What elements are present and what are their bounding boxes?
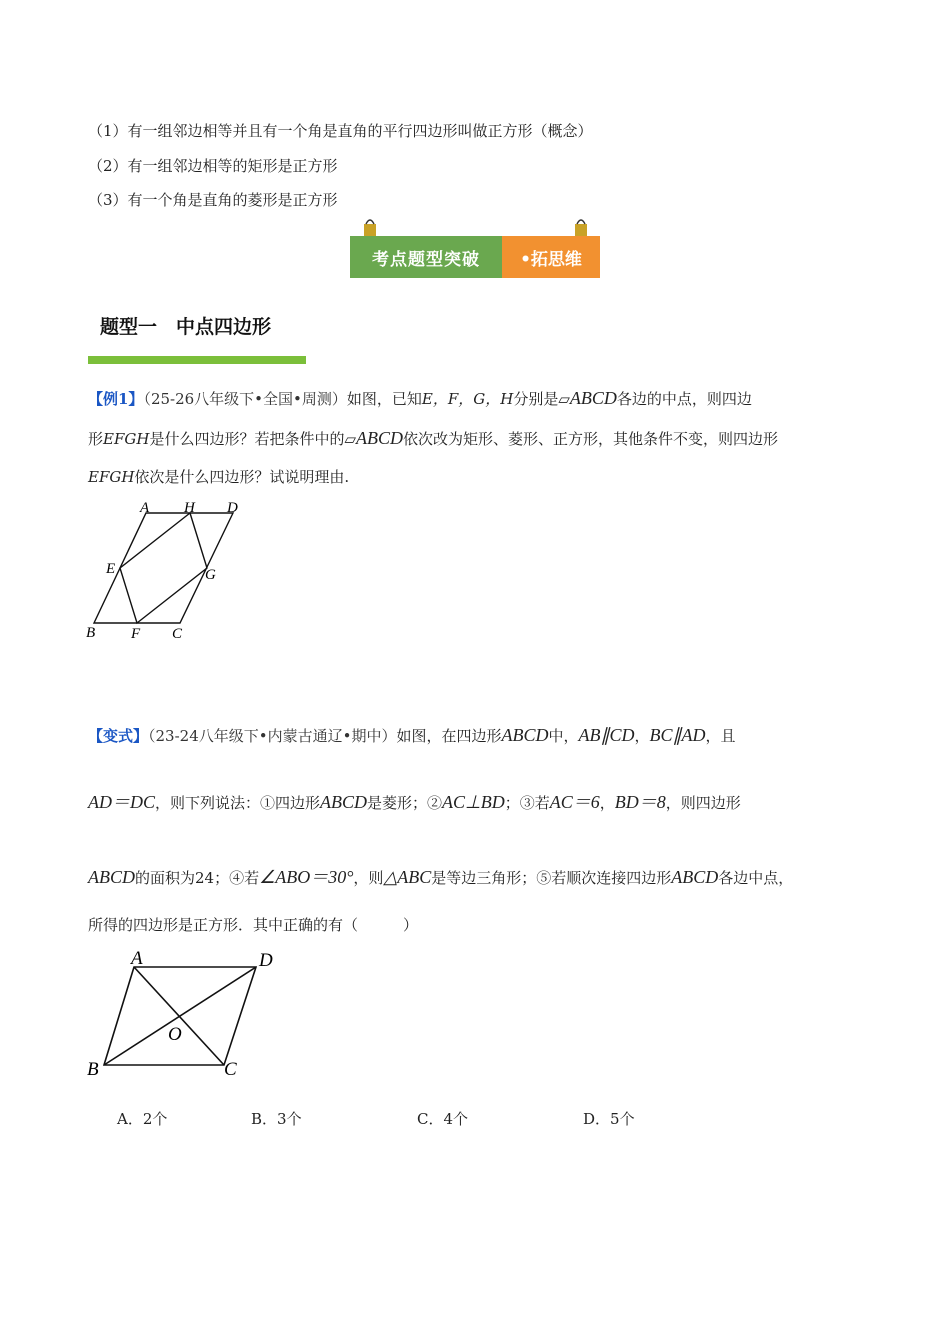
- triangle-abc: △ABC: [383, 867, 432, 887]
- variant-text: 中，: [548, 727, 579, 745]
- variant-text: 各边中点，: [718, 869, 794, 887]
- abcd-label: ABCD: [501, 725, 549, 745]
- banner-left-label: 考点题型突破: [350, 236, 502, 278]
- label-f: F: [131, 626, 141, 642]
- quadrilateral-efgh: [120, 513, 207, 623]
- option-c[interactable]: C．4个: [417, 1110, 469, 1128]
- variant-text: ，则: [353, 869, 384, 887]
- figure-parallelogram-efgh: [80, 496, 260, 646]
- example-text: 形: [88, 430, 104, 448]
- variant-text: 的面积为24；④若: [135, 869, 260, 887]
- variant-text: ，则下列说法：①四边形: [155, 794, 321, 812]
- label-h: H: [184, 500, 195, 516]
- efgh-label: EFGH: [103, 430, 150, 448]
- abcd-label: ABCD: [356, 428, 403, 448]
- angle-abo-30: ∠ABO＝30°: [259, 867, 354, 887]
- banner-right-label: •拓思维: [502, 236, 600, 278]
- ad-equals-dc: AD＝DC: [88, 792, 155, 812]
- example-source: （25-26八年级下•全国•周测）: [143, 390, 347, 408]
- variant-text: ，: [599, 794, 615, 812]
- option-a[interactable]: A．2个: [117, 1110, 168, 1128]
- abcd-label: ABCD: [569, 388, 617, 408]
- section-title: 题型一 中点四边形: [100, 316, 272, 338]
- label-b: B: [87, 1059, 99, 1080]
- label-a: A: [131, 948, 143, 969]
- criterion-3: （3）有一个角是直角的菱形是正方形: [88, 191, 338, 209]
- variant-line-3: [88, 863, 793, 889]
- label-g: G: [205, 567, 216, 583]
- criterion-2: （2）有一组邻边相等的矩形是正方形: [88, 157, 338, 175]
- label-d: D: [227, 500, 238, 516]
- example-line-1: [88, 388, 752, 409]
- variant-text: 是等边三角形；⑤若顺次连接四边形: [431, 869, 672, 887]
- bc-parallel-ad: BC∥AD: [649, 725, 706, 745]
- section-banner: [350, 236, 600, 278]
- label-e: E: [106, 561, 116, 577]
- variant-line-2: [88, 788, 741, 814]
- variant-text: ，则四边形: [665, 794, 741, 812]
- abcd-label: ABCD: [88, 867, 135, 887]
- example-text: 是什么四边形？若把条件中的: [149, 430, 345, 448]
- example-tag: 【例1】: [88, 390, 144, 408]
- parallelogram-symbol: ▱: [558, 390, 570, 408]
- ab-parallel-cd: AB∥CD: [578, 725, 635, 745]
- variant-text: 如图，在四边形: [396, 727, 502, 745]
- diagonal-bd: [104, 967, 256, 1065]
- efgh-label: EFGH: [88, 468, 135, 486]
- label-c: C: [172, 626, 183, 642]
- ac-perp-bd: AC⊥BD: [442, 792, 505, 812]
- variant-text: ，且: [705, 727, 736, 745]
- variant-text: ，: [634, 727, 650, 745]
- variant-text: 是菱形；②: [367, 794, 443, 812]
- label-b: B: [86, 625, 96, 641]
- variant-tag: 【变式】: [88, 727, 149, 745]
- ac-equals-6: AC＝6: [549, 792, 600, 812]
- option-b[interactable]: B．3个: [251, 1110, 302, 1128]
- abcd-label: ABCD: [671, 867, 719, 887]
- section-title-underline: [88, 356, 306, 364]
- example-text: 分别是: [513, 390, 559, 408]
- option-d[interactable]: D．5个: [583, 1110, 635, 1128]
- criterion-1: （1）有一组邻边相等并且有一个角是直角的平行四边形叫做正方形（概念）: [88, 122, 593, 140]
- example-text: 依次改为矩形、菱形、正方形，其他条件不变，则四边形: [403, 430, 779, 448]
- example-text: 依次是什么四边形？试说明理由.: [134, 468, 350, 486]
- label-d: D: [259, 950, 273, 971]
- variant-source: （23-24八年级下•内蒙古通辽•期中）: [148, 727, 397, 745]
- label-a: A: [140, 500, 150, 516]
- parallelogram-symbol: ▱: [344, 430, 356, 448]
- abcd-label: ABCD: [320, 792, 368, 812]
- example-text: 如图，已知: [346, 390, 422, 408]
- example-line-3: [88, 466, 349, 487]
- efgh-list: E，F，G，H: [421, 390, 514, 408]
- figure-rhombus-abcd: [80, 945, 290, 1085]
- bd-equals-8: BD＝8: [614, 792, 666, 812]
- label-o: O: [168, 1024, 182, 1045]
- variant-line-4: 所得的四边形是正方形．其中正确的有（ ）: [88, 916, 419, 934]
- example-text: 各边的中点，则四边: [616, 390, 752, 408]
- variant-line-1: [88, 725, 736, 746]
- label-c: C: [224, 1059, 237, 1080]
- variant-text: ；③若: [504, 794, 550, 812]
- example-line-2: [88, 428, 778, 449]
